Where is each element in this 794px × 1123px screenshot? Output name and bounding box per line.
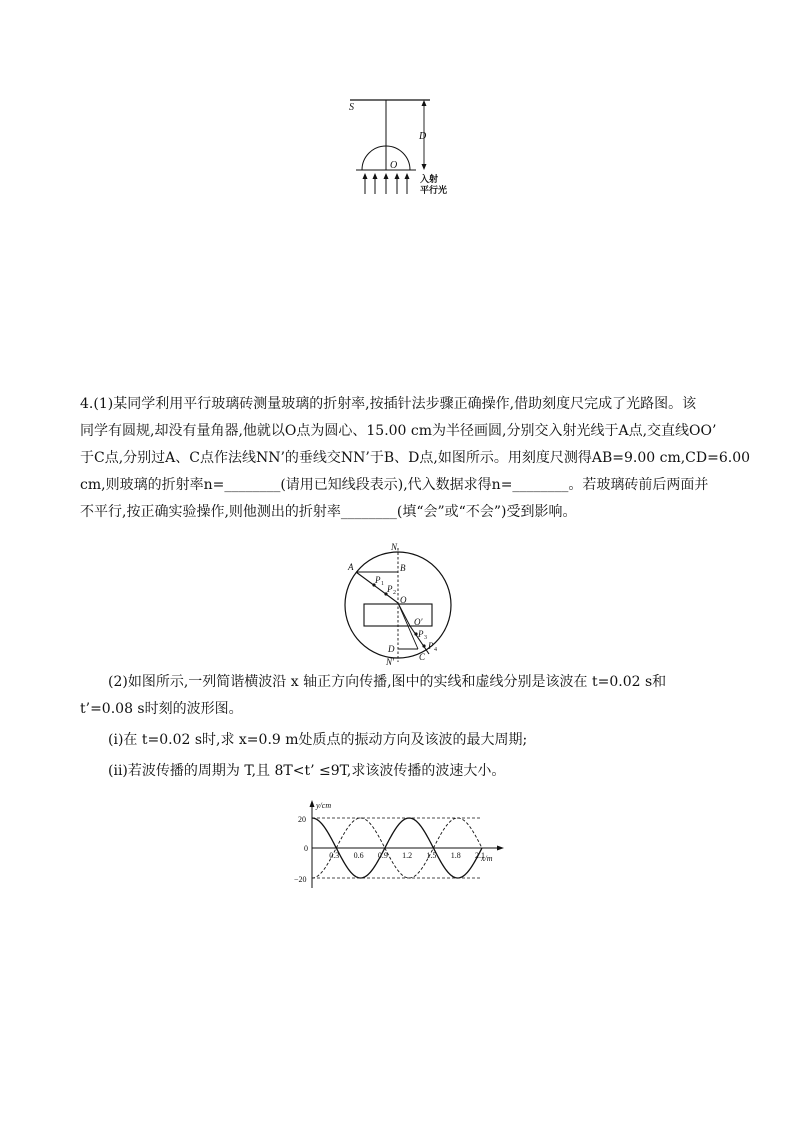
sub-question-i: (ⅰ)在 t=0.02 s时,求 x=0.9 m处质点的振动方向及该波的最大周期; — [108, 732, 528, 748]
question-4-part-1 — [80, 391, 751, 526]
x-tick-label: 0.9 — [377, 851, 388, 860]
label-n: N — [391, 542, 398, 552]
label-p3-sub: 3 — [424, 635, 427, 641]
label-p3: P — [418, 629, 424, 639]
x-tick-label: 1.2 — [402, 851, 413, 860]
text-line: 于C点,分别过A、C点作法线NN’的垂线交NN’于B、D点,如图所示。用刻度尺测得AB=9.00 cm,CD=6.00 — [80, 450, 751, 466]
x-tick-label: 0.6 — [353, 851, 364, 860]
label-p2-sub: 2 — [393, 590, 396, 596]
label-o: O — [390, 160, 398, 171]
wave-chart — [290, 798, 510, 890]
x-tick-label: 1.8 — [450, 851, 461, 860]
label-p1-sub: 1 — [381, 581, 384, 587]
label-o: O — [400, 595, 407, 605]
y-tick-label: 20 — [298, 815, 306, 824]
text-line: 不平行,按正确实验操作,则他测出的折射率________(填“会”或“不会”)受到影响。 — [80, 504, 577, 520]
text-line: 4.(1)某同学利用平行玻璃砖测量玻璃的折射率,按插针法步骤正确操作,借助刻度尺完成了光路图。该 — [80, 396, 697, 412]
label-p1: P — [375, 575, 381, 585]
figure-screen-hemisphere — [340, 92, 460, 202]
label-c: C — [419, 652, 426, 662]
y-tick-label: 0 — [304, 844, 308, 853]
label-o-prime: O′ — [414, 617, 423, 627]
caption-parallel-light: 平行光 — [420, 185, 448, 195]
label-d: D — [388, 644, 395, 654]
label-d: D — [419, 131, 427, 142]
x-tick-label: 2.1 — [475, 851, 485, 860]
text-line: 同学有圆规,却没有量角器,他就以O点为圆心、15.00 cm为半径画圆,分别交入射光线于A点,交直线OO’ — [80, 423, 717, 439]
label-n-prime: N′ — [386, 657, 394, 667]
figure-refraction-circle — [336, 540, 466, 672]
x-tick-label: 0.3 — [329, 851, 340, 860]
label-p2: P — [387, 584, 393, 594]
sub-question-ii: (ⅱ)若波传播的周期为 T,且 8T<t’ ≤9T,求该波传播的波速大小。 — [108, 763, 506, 779]
question-4-part-2 — [80, 669, 720, 785]
label-s: S — [349, 102, 354, 113]
label-b: B — [400, 563, 406, 573]
label-a: A — [348, 562, 354, 572]
text-line: cm,则玻璃的折射率n=________(请用已知线段表示),代入数据求得n=________。若玻璃砖前后两面并 — [80, 477, 709, 493]
text-line: (2)如图所示,一列简谐横波沿 x 轴正方向传播,图中的实线和虚线分别是该波在 t=0.02 s和 — [108, 674, 667, 690]
caption-incident: 入射 — [420, 174, 439, 184]
y-axis-label: y/cm — [316, 801, 332, 810]
label-p4: P — [428, 641, 434, 651]
x-tick-label: 1.5 — [426, 851, 437, 860]
x-axis-label: x/m — [481, 854, 493, 863]
text-line: t’=0.08 s时刻的波形图。 — [80, 701, 243, 717]
label-p4-sub: 4 — [434, 647, 437, 653]
y-tick-label: −20 — [294, 875, 307, 884]
